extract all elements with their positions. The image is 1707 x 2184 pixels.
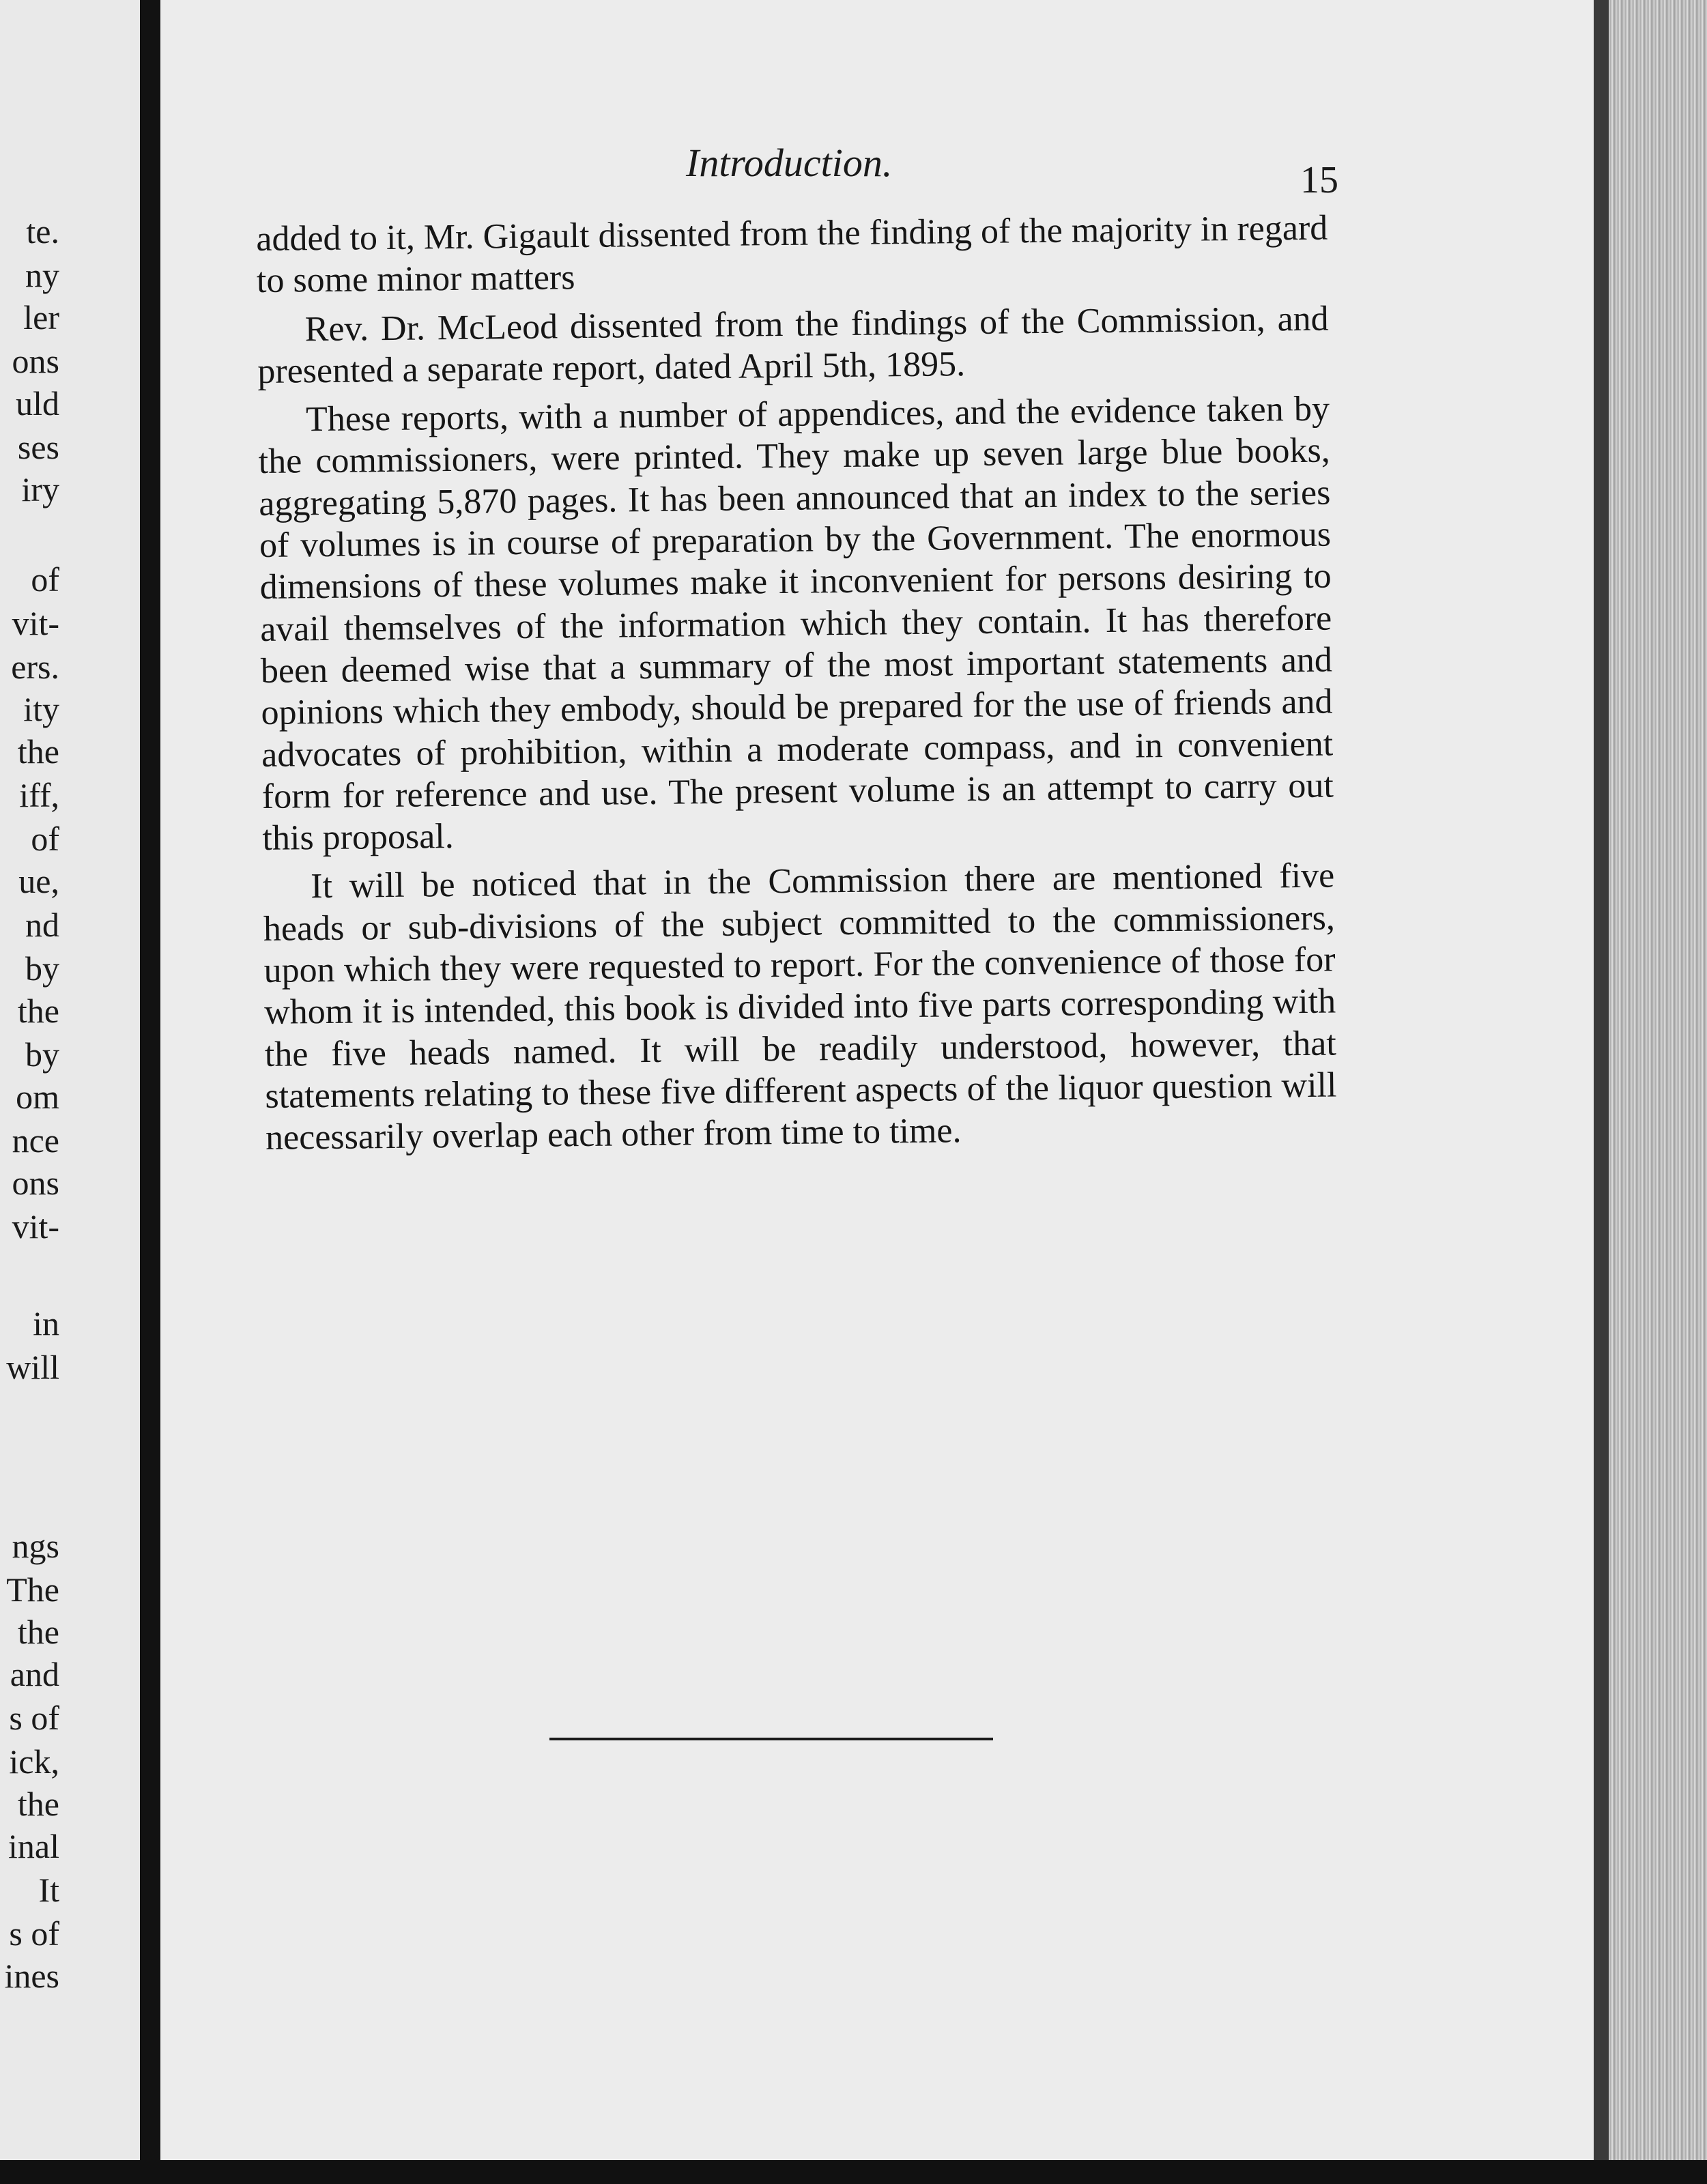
left-page-fragment: of — [31, 820, 59, 858]
left-page-fragment: The — [6, 1570, 59, 1609]
left-page-fragment: nd — [25, 906, 59, 944]
left-page-fragment: ick, — [9, 1742, 59, 1781]
left-page-fragment: ngs — [12, 1527, 59, 1565]
left-page-fragment: the — [17, 1785, 59, 1823]
left-page-fragment: uld — [16, 384, 59, 422]
left-page-fragment: and — [10, 1655, 59, 1693]
left-page-fragment: ines — [4, 1957, 59, 1995]
paragraph: It will be noticed that in the Commission there are mentioned five heads or sub-divisions of the subject committed to the commissioners, upon which they were requested to report. For the convenience of those for whom it is intended, this book is divided into five parts corresponding with the five heads named. It will be readily understood, however, that statements relating to these five different aspects of the liquor question will necessarily overlap each other from time to time. — [263, 856, 1337, 1158]
left-page-fragment: vit- — [12, 604, 59, 642]
left-page-fragment: will — [6, 1348, 59, 1386]
paragraph: These reports, with a number of appendices, and the evidence taken by the commissioners, were printed. They make up seven large blue books, aggregating 5,870 pages. It has been announced that an index to the series of volumes is in course of preparation by the Government. The enormous dimensions of these volumes make it inconvenient for persons desiring to avail themselves of the information which they contain. It has therefore been deemed wise that a summary of the most important statements and opinions which they embody, should be prepared for the use of friends and advocates of prohibition, within a moderate compass, and in convenient form for reference and use. The present volume is an attempt to carry out this proposal. — [258, 389, 1334, 859]
left-page-fragment: s of — [9, 1914, 59, 1953]
left-page-fragment: vit- — [12, 1207, 59, 1246]
section-end-rule — [549, 1738, 993, 1740]
left-facing-page — [0, 0, 140, 2184]
paragraph: Rev. Dr. McLeod dissented from the findings of the Commission, and presented a separate report, dated April 5th, 1895. — [257, 299, 1329, 391]
left-page-fragment: ons — [12, 1164, 59, 1202]
left-page-fragment: inal — [8, 1827, 59, 1865]
left-page-fragment: s of — [9, 1699, 59, 1737]
left-page-fragment: ity — [23, 690, 59, 728]
left-page-fragment: in — [33, 1304, 59, 1342]
left-page-fragment: of — [31, 560, 59, 599]
left-page-fragment: te. — [26, 212, 59, 250]
book-gutter — [140, 0, 160, 2184]
page-edge-shadow — [1594, 0, 1609, 2184]
left-page-fragment: by — [25, 1035, 59, 1074]
left-page-fragment: by — [25, 949, 59, 988]
left-page-fragment: the — [17, 1613, 59, 1651]
left-page-fragment: ny — [25, 256, 59, 294]
bottom-shadow — [0, 2160, 1707, 2184]
paragraph: added to it, Mr. Gigault dissented from the finding of the majority in regard to some minor matters — [256, 208, 1328, 301]
left-page-fragment: ses — [17, 428, 59, 466]
left-page-fragment: the — [17, 992, 59, 1030]
left-page-fragment: ler — [23, 298, 59, 336]
left-page-fragment: ers. — [11, 648, 59, 686]
left-page-fragment: ons — [12, 342, 59, 380]
left-page-fragment: ue, — [18, 862, 59, 900]
left-page-fragment: iry — [21, 470, 59, 508]
page-edges — [1594, 0, 1707, 2184]
left-page-fragment: om — [16, 1078, 59, 1116]
running-head: Introduction. — [686, 141, 893, 185]
left-page-fragment: iff, — [19, 776, 59, 814]
left-page-fragment: It — [38, 1871, 59, 1909]
page-number: 15 — [1300, 159, 1338, 201]
page-body — [256, 207, 1337, 1166]
left-page-fragment: nce — [12, 1121, 59, 1160]
left-page-fragment: the — [17, 732, 59, 771]
